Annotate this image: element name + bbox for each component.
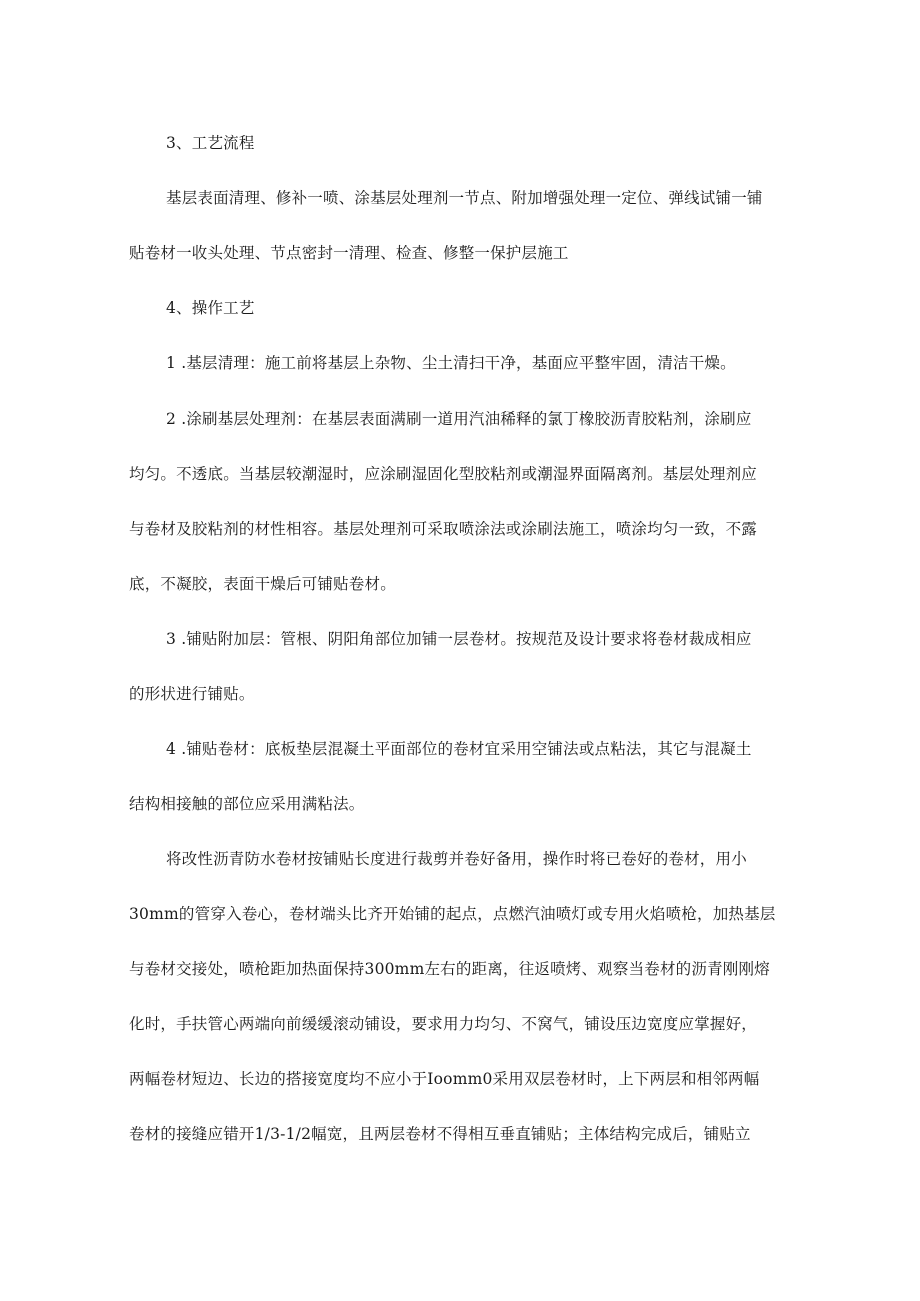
paragraph-line: 底，不凝胶，表面干燥后可铺贴卷材。 [129, 575, 396, 593]
paragraph-line: 卷材的接缝应错开1/3-1/2幅宽，且两层卷材不得相互垂直铺贴；主体结构完成后，铺贴立 [129, 1125, 751, 1143]
paragraph-line: 将改性沥青防水卷材按铺贴长度进行裁剪并卷好备用，操作时将已卷好的卷材，用小 [166, 850, 747, 868]
paragraph-line: 2 .涂刷基层处理剂：在基层表面满刷一道用汽油稀释的氯丁橡胶沥青胶粘剂，涂刷应 [166, 410, 752, 428]
paragraph-line: 基层表面清理、修补一喷、涂基层处理剂一节点、附加增强处理一定位、弹线试铺一铺 [166, 189, 763, 207]
paragraph-line: 两幅卷材短边、长边的搭接宽度均不应小于Ioomm0采用双层卷材时，上下两层和相邻两幅 [129, 1070, 760, 1088]
section-heading-process-flow: 3、工艺流程 [166, 134, 255, 152]
paragraph-line: 1 .基层清理：施工前将基层上杂物、尘土清扫干净，基面应平整牢固，清洁干燥。 [166, 354, 736, 372]
paragraph-line: 30mm的管穿入卷心，卷材端头比齐开始铺的起点，点燃汽油喷灯或专用火焰喷枪，加热基层 [129, 905, 776, 923]
paragraph-line: 化时，手扶管心两端向前缓缓滚动铺设，要求用力均匀、不窝气，铺设压边宽度应掌握好， [129, 1015, 758, 1033]
paragraph-line: 与卷材交接处，喷枪距加热面保持300mm左右的距离，往返喷烤、观察当卷材的沥青刚刚熔 [129, 960, 770, 978]
paragraph-line: 贴卷材一收头处理、节点密封一清理、检查、修整一保护层施工 [129, 244, 569, 262]
paragraph-line: 均匀。不透底。当基层较潮湿时，应涂刷湿固化型胶粘剂或潮湿界面隔离剂。基层处理剂应 [129, 465, 758, 483]
paragraph-line: 的形状进行铺贴。 [129, 685, 255, 703]
paragraph-line: 3 .铺贴附加层：管根、阴阳角部位加铺一层卷材。按规范及设计要求将卷材裁成相应 [166, 630, 752, 648]
paragraph-line: 结构相接触的部位应采用满粘法。 [129, 795, 365, 813]
section-heading-operation: 4、操作工艺 [166, 299, 255, 317]
paragraph-line: 与卷材及胶粘剂的材性相容。基层处理剂可采取喷涂法或涂刷法施工，喷涂均匀一致，不露 [129, 520, 758, 538]
paragraph-line: 4 .铺贴卷材：底板垫层混凝土平面部位的卷材宜采用空铺法或点粘法，其它与混凝土 [166, 740, 752, 758]
